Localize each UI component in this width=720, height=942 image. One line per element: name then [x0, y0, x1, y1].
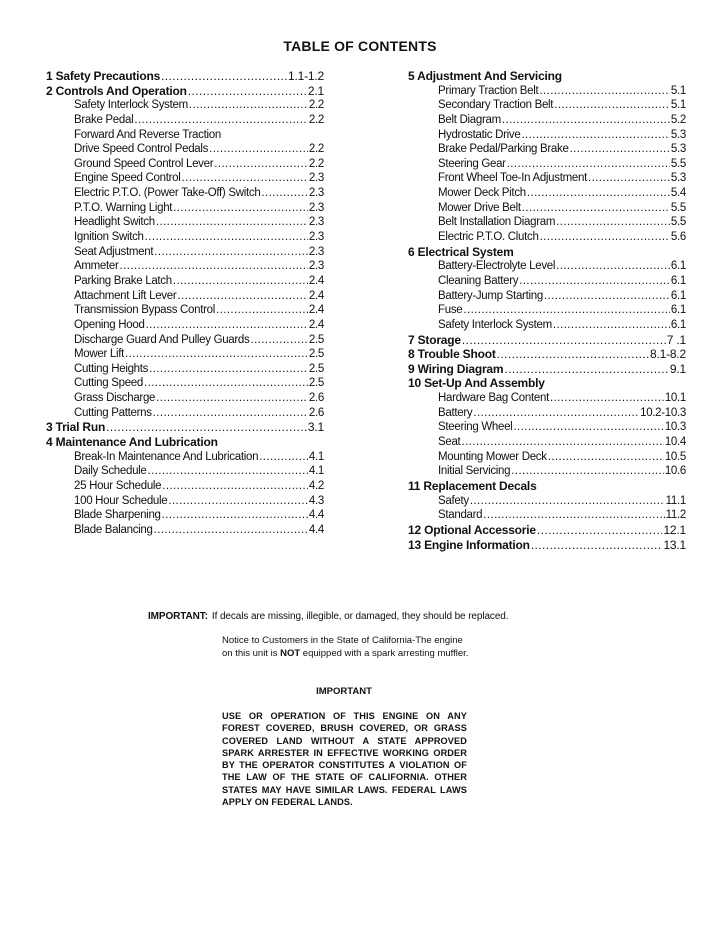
- toc-entry-label: Transmission Bypass Control: [74, 304, 216, 317]
- toc-entry: [46, 479, 324, 494]
- toc-entry-page: 2.2: [308, 157, 324, 170]
- toc-entry-label: Safety Interlock System: [74, 99, 188, 112]
- toc-entry-label: Forward And Reverse Traction: [74, 128, 221, 141]
- toc-entry-label: 8 Trouble Shoot: [408, 347, 496, 362]
- toc-leader-dots: [544, 289, 670, 304]
- toc-entry-label: Hydrostatic Drive: [438, 128, 521, 141]
- toc-entry-label: 100 Hour Schedule: [74, 494, 168, 507]
- toc-entry: [46, 406, 324, 421]
- toc-entry: [408, 186, 686, 201]
- toc-section-entry: [408, 479, 686, 494]
- toc-entry-label: Ignition Switch: [74, 231, 144, 244]
- toc-leader-dots: [550, 391, 664, 406]
- toc-leader-dots: [483, 508, 664, 523]
- toc-entry-label: 25 Hour Schedule: [74, 479, 162, 492]
- decal-important-note: [148, 611, 668, 622]
- toc-entry-label: Battery-Jump Starting: [438, 289, 543, 302]
- california-notice: [222, 635, 470, 660]
- toc-entry-label: Fuse: [438, 304, 463, 317]
- toc-leader-dots: [463, 303, 670, 318]
- toc-entry-page: 2.5: [308, 333, 324, 346]
- toc-entry-page: 2.1: [307, 83, 324, 98]
- toc-entry-label: Safety Interlock System: [438, 318, 552, 331]
- toc-entry-page: 6.1: [670, 318, 686, 331]
- toc-entry-page: 5.5: [670, 201, 686, 214]
- toc-entry-label: 7 Storage: [408, 332, 461, 347]
- toc-entry-label: Hardware Bag Content: [438, 392, 549, 405]
- toc-entry-page: 5.4: [670, 187, 686, 200]
- toc-entry: [408, 289, 686, 304]
- toc-entry-label: Secondary Traction Belt: [438, 99, 554, 112]
- toc-entry: [46, 128, 324, 143]
- toc-entry: [46, 142, 324, 157]
- toc-entry-label: 4 Maintenance And Lubrication: [46, 435, 218, 450]
- toc-leader-dots: [173, 201, 308, 216]
- toc-entry-page: 5.3: [670, 143, 686, 156]
- toc-entry-label: Front Wheel Toe-In Adjustment: [438, 172, 587, 185]
- toc-entry-page: 6.1: [670, 274, 686, 287]
- toc-leader-dots: [162, 479, 308, 494]
- toc-entry-page: 6.1: [670, 289, 686, 302]
- toc-entry-page: 4.3: [308, 494, 324, 507]
- toc-entry: [408, 259, 686, 274]
- toc-entry-label: 5 Adjustment And Servicing: [408, 69, 562, 83]
- toc-entry-label: Cutting Speed: [74, 377, 143, 390]
- toc-entry: [46, 333, 324, 348]
- toc-section-entry: [408, 362, 686, 377]
- toc-entry-page: 13.1: [663, 537, 686, 552]
- toc-leader-dots: [548, 450, 664, 465]
- toc-leader-dots: [153, 406, 308, 421]
- toc-entry: [408, 303, 686, 318]
- toc-entry-label: Mower Deck Pitch: [438, 187, 526, 200]
- toc-leader-dots: [216, 303, 308, 318]
- toc-section-entry: [46, 435, 324, 450]
- toc-entry-label: Brake Pedal: [74, 113, 134, 126]
- toc-entry: [408, 157, 686, 172]
- toc-leader-dots: [507, 157, 670, 172]
- toc-leader-dots: [531, 538, 663, 553]
- toc-leader-dots: [497, 347, 649, 362]
- toc-entry-label: Seat: [438, 436, 461, 449]
- toc-entry-page: 5.3: [670, 172, 686, 185]
- toc-entry-page: 2.3: [308, 216, 324, 229]
- toc-entry: [408, 128, 686, 143]
- toc-entry-page: 2.4: [308, 318, 324, 331]
- toc-section-entry: [408, 333, 686, 348]
- toc-entry-label: Parking Brake Latch: [74, 274, 172, 287]
- toc-entry-page: 7 .1: [666, 332, 686, 347]
- toc-leader-dots: [588, 171, 670, 186]
- toc-entry-page: 5.5: [670, 216, 686, 229]
- notice-text-after: equipped with a spark arresting muffler.: [300, 647, 469, 659]
- important-label: IMPORTANT:: [148, 611, 208, 622]
- toc-entry: [408, 391, 686, 406]
- toc-entry-label: Blade Balancing: [74, 523, 153, 536]
- toc-entry: [46, 347, 324, 362]
- toc-leader-dots: [146, 318, 308, 333]
- toc-entry-label: 6 Electrical System: [408, 244, 514, 259]
- toc-leader-dots: [470, 494, 665, 509]
- toc-section-entry: [408, 376, 686, 391]
- toc-leader-dots: [513, 420, 663, 435]
- toc-leader-dots: [134, 113, 308, 128]
- toc-entry-label: Initial Servicing: [438, 465, 511, 478]
- toc-leader-dots: [521, 128, 669, 143]
- toc-entry-label: Belt Installation Diagram: [438, 216, 556, 229]
- toc-entry-page: 2.3: [308, 172, 324, 185]
- toc-entry: [408, 318, 686, 333]
- toc-entry-page: 10.3: [664, 421, 686, 434]
- toc-leader-dots: [154, 523, 308, 538]
- toc-entry-label: Break-In Maintenance And Lubrication: [74, 450, 259, 463]
- toc-entry-page: 2.3: [308, 187, 324, 200]
- toc-entry-label: 13 Engine Information: [408, 537, 530, 552]
- toc-entry-page: 9.1: [669, 361, 686, 376]
- toc-entry-label: Headlight Switch: [74, 216, 155, 229]
- toc-leader-dots: [554, 98, 670, 113]
- toc-entry-label: 1 Safety Precautions: [46, 69, 161, 83]
- toc-entry: [46, 259, 324, 274]
- toc-entry-label: Battery-Electrolyte Level: [438, 260, 556, 273]
- toc-entry: [408, 274, 686, 289]
- toc-entry-label: Steering Wheel: [438, 421, 513, 434]
- toc-entry-page: 2.3: [308, 260, 324, 273]
- toc-entry: [408, 215, 686, 230]
- toc-entry-label: 10 Set-Up And Assembly: [408, 376, 545, 391]
- toc-leader-dots: [188, 84, 307, 99]
- toc-leader-dots: [259, 450, 308, 465]
- toc-entry-page: 2.4: [308, 304, 324, 317]
- toc-entry-page: 2.4: [308, 289, 324, 302]
- toc-entry: [408, 113, 686, 128]
- toc-leader-dots: [540, 230, 670, 245]
- toc-leader-dots: [120, 259, 308, 274]
- toc-entry: [408, 142, 686, 157]
- toc-entry-page: 12.1: [663, 522, 686, 537]
- toc-leader-dots: [553, 318, 670, 333]
- toc-entry-label: P.T.O. Warning Light: [74, 201, 173, 214]
- toc-section-entry: [408, 347, 686, 362]
- toc-entry-page: 4.1: [308, 450, 324, 463]
- toc-leader-dots: [556, 215, 670, 230]
- toc-entry: [46, 171, 324, 186]
- toc-entry-page: 6.1: [670, 260, 686, 273]
- toc-entry: [46, 157, 324, 172]
- toc-entry: [46, 376, 324, 391]
- toc-entry-label: Opening Hood: [74, 318, 145, 331]
- toc-entry: [46, 362, 324, 377]
- toc-entry: [46, 303, 324, 318]
- toc-leader-dots: [209, 142, 308, 157]
- toc-entry-label: Cutting Patterns: [74, 406, 152, 419]
- toc-entry-label: Seat Adjustment: [74, 245, 154, 258]
- toc-entry-page: 10.4: [664, 436, 686, 449]
- toc-entry-page: 2.6: [308, 392, 324, 405]
- toc-entry-label: 3 Trial Run: [46, 420, 106, 435]
- toc-section-entry: [408, 69, 686, 84]
- toc-entry: [46, 274, 324, 289]
- toc-right-column: [408, 69, 686, 552]
- toc-entry: [46, 464, 324, 479]
- toc-entry-page: 4.2: [308, 479, 324, 492]
- toc-entry: [46, 450, 324, 465]
- toc-entry-page: 4.4: [308, 509, 324, 522]
- toc-entry-page: 5.3: [670, 128, 686, 141]
- toc-entry: [408, 84, 686, 99]
- toc-entry-page: 5.5: [670, 157, 686, 170]
- toc-entry-page: 2.5: [308, 348, 324, 361]
- toc-entry-label: Ammeter: [74, 260, 119, 273]
- toc-section-entry: [46, 69, 324, 84]
- toc-entry: [46, 230, 324, 245]
- toc-leader-dots: [556, 259, 670, 274]
- toc-leader-dots: [473, 406, 639, 421]
- toc-entry-label: Electric P.T.O. Clutch: [438, 231, 539, 244]
- toc-entry-page: 11.2: [665, 509, 686, 522]
- toc-entry-label: Safety: [438, 494, 469, 507]
- toc-entry: [408, 464, 686, 479]
- toc-entry: [46, 215, 324, 230]
- important-text: If decals are missing, illegible, or damaged, they should be replaced.: [211, 611, 509, 622]
- toc-left-column: [46, 69, 324, 538]
- toc-leader-dots: [537, 523, 663, 538]
- toc-entry: [46, 98, 324, 113]
- toc-entry: [46, 494, 324, 509]
- toc-entry-label: Drive Speed Control Pedals: [74, 143, 209, 156]
- toc-leader-dots: [250, 333, 307, 348]
- toc-entry-page: 10.2-10.3: [640, 406, 686, 419]
- toc-leader-dots: [148, 464, 308, 479]
- toc-entry-page: 2.4: [308, 274, 324, 287]
- toc-section-entry: [46, 84, 324, 99]
- toc-entry-page: 10.1: [664, 392, 686, 405]
- toc-leader-dots: [182, 171, 308, 186]
- toc-entry-label: Cutting Heights: [74, 362, 149, 375]
- toc-entry-page: 4.1: [308, 465, 324, 478]
- toc-leader-dots: [511, 464, 664, 479]
- toc-entry-label: Engine Speed Control: [74, 172, 181, 185]
- toc-entry: [46, 508, 324, 523]
- toc-entry-label: Ground Speed Control Lever: [74, 157, 214, 170]
- toc-entry-page: 2.2: [308, 143, 324, 156]
- toc-section-entry: [408, 523, 686, 538]
- toc-entry: [408, 494, 686, 509]
- toc-entry-label: Cleaning Battery: [438, 274, 519, 287]
- toc-entry: [408, 171, 686, 186]
- toc-entry-label: Electric P.T.O. (Power Take-Off) Switch: [74, 187, 261, 200]
- toc-entry-page: 5.1: [670, 99, 686, 112]
- spark-arrester-warning: USE OR OPERATION OF THIS ENGINE ON ANY FOREST COVERED, BRUSH COVERED, OR GRASS COVERED LAND WITHOUT A STATE APPROVED SPARK ARRESTER IN EFFECTIVE WORKING ORDER BY THE OPERATOR CONSTITUTES A VIOLATION OF THE LAW OF THE STATE OF CALIFORNIA. OTHER STATES MAY HAVE SIMILAR LAWS. FEDERAL LAWS APPLY ON FEDERAL LANDS.: [222, 711, 467, 808]
- toc-entry: [408, 201, 686, 216]
- toc-entry-page: 5.1: [670, 84, 686, 97]
- toc-entry: [408, 450, 686, 465]
- warning-heading: IMPORTANT: [316, 686, 372, 697]
- toc-entry-page: 2.6: [308, 406, 324, 419]
- toc-leader-dots: [156, 215, 308, 230]
- toc-leader-dots: [261, 186, 307, 201]
- toc-entry-label: Brake Pedal/Parking Brake: [438, 143, 569, 156]
- toc-entry: [46, 318, 324, 333]
- toc-entry-label: Steering Gear: [438, 157, 506, 170]
- toc-leader-dots: [502, 113, 670, 128]
- toc-entry-label: 11 Replacement Decals: [408, 478, 537, 493]
- toc-entry-page: 4.4: [308, 523, 324, 536]
- toc-leader-dots: [462, 333, 666, 348]
- toc-entry: [408, 508, 686, 523]
- toc-leader-dots: [144, 376, 308, 391]
- toc-entry: [46, 186, 324, 201]
- notice-emphasis: NOT: [280, 647, 301, 659]
- toc-leader-dots: [125, 347, 308, 362]
- toc-entry-page: 6.1: [670, 304, 686, 317]
- toc-section-entry: [408, 245, 686, 260]
- toc-entry: [408, 230, 686, 245]
- toc-entry-page: 2.3: [308, 201, 324, 214]
- toc-entry: [46, 289, 324, 304]
- toc-leader-dots: [539, 84, 669, 99]
- toc-entry-page: 10.6: [664, 465, 686, 478]
- toc-entry-label: Primary Traction Belt: [438, 84, 539, 97]
- toc-entry-label: 2 Controls And Operation: [46, 83, 187, 98]
- toc-leader-dots: [173, 274, 308, 289]
- toc-entry-label: Mounting Mower Deck: [438, 450, 547, 463]
- toc-entry-page: 10.5: [664, 450, 686, 463]
- toc-entry-page: 2.5: [308, 377, 324, 390]
- toc-leader-dots: [522, 201, 670, 216]
- toc-leader-dots: [214, 157, 308, 172]
- toc-leader-dots: [156, 391, 308, 406]
- toc-entry-page: 2.3: [308, 245, 324, 258]
- toc-leader-dots: [527, 186, 670, 201]
- toc-entry: [408, 406, 686, 421]
- toc-entry-page: 2.5: [308, 362, 324, 375]
- toc-entry-page: 8.1-8.2: [650, 347, 686, 362]
- toc-entry-label: Mower Lift: [74, 348, 125, 361]
- toc-leader-dots: [162, 508, 308, 523]
- toc-leader-dots: [154, 245, 308, 260]
- toc-entry-page: 2.2: [308, 99, 324, 112]
- toc-leader-dots: [189, 98, 308, 113]
- toc-entry-page: 3.1: [307, 420, 324, 435]
- toc-leader-dots: [461, 435, 663, 450]
- toc-leader-dots: [145, 230, 308, 245]
- page-title: TABLE OF CONTENTS: [283, 38, 437, 54]
- toc-entry-label: Battery: [438, 406, 473, 419]
- toc-entry-label: Grass Discharge: [74, 392, 156, 405]
- toc-entry-page: 5.6: [670, 231, 686, 244]
- toc-entry: [46, 201, 324, 216]
- toc-entry-label: Discharge Guard And Pulley Guards: [74, 333, 250, 346]
- toc-leader-dots: [149, 362, 308, 377]
- toc-entry-page: 5.2: [670, 113, 686, 126]
- toc-entry: [46, 245, 324, 260]
- toc-entry-label: Attachment Lift Lever: [74, 289, 177, 302]
- toc-section-entry: [408, 538, 686, 553]
- toc-entry-label: Mower Drive Belt: [438, 201, 521, 214]
- toc-entry-label: 12 Optional Accessorie: [408, 522, 536, 537]
- toc-entry-page: 2.3: [308, 231, 324, 244]
- toc-leader-dots: [177, 289, 308, 304]
- toc-entry-page: 2.2: [308, 113, 324, 126]
- toc-entry: [408, 420, 686, 435]
- toc-entry: [46, 523, 324, 538]
- toc-section-entry: [46, 420, 324, 435]
- toc-leader-dots: [519, 274, 670, 289]
- toc-entry: [408, 435, 686, 450]
- toc-entry-label: Standard: [438, 509, 483, 522]
- toc-entry-page: 11.1: [665, 494, 686, 507]
- toc-entry: [46, 391, 324, 406]
- toc-entry-label: Daily Schedule: [74, 465, 147, 478]
- toc-entry-label: Belt Diagram: [438, 113, 501, 126]
- toc-leader-dots: [168, 494, 308, 509]
- toc-entry: [46, 113, 324, 128]
- toc-entry: [408, 98, 686, 113]
- toc-leader-dots: [106, 420, 307, 435]
- toc-entry-label: 9 Wiring Diagram: [408, 361, 504, 376]
- toc-leader-dots: [504, 362, 669, 377]
- notice-text-before: Notice to Customers in the State of California-The engine on this unit is: [222, 635, 463, 659]
- toc-entry-label: Blade Sharpening: [74, 509, 161, 522]
- toc-leader-dots: [161, 69, 287, 84]
- toc-entry-page: 1.1-1.2: [288, 69, 324, 83]
- toc-leader-dots: [570, 142, 670, 157]
